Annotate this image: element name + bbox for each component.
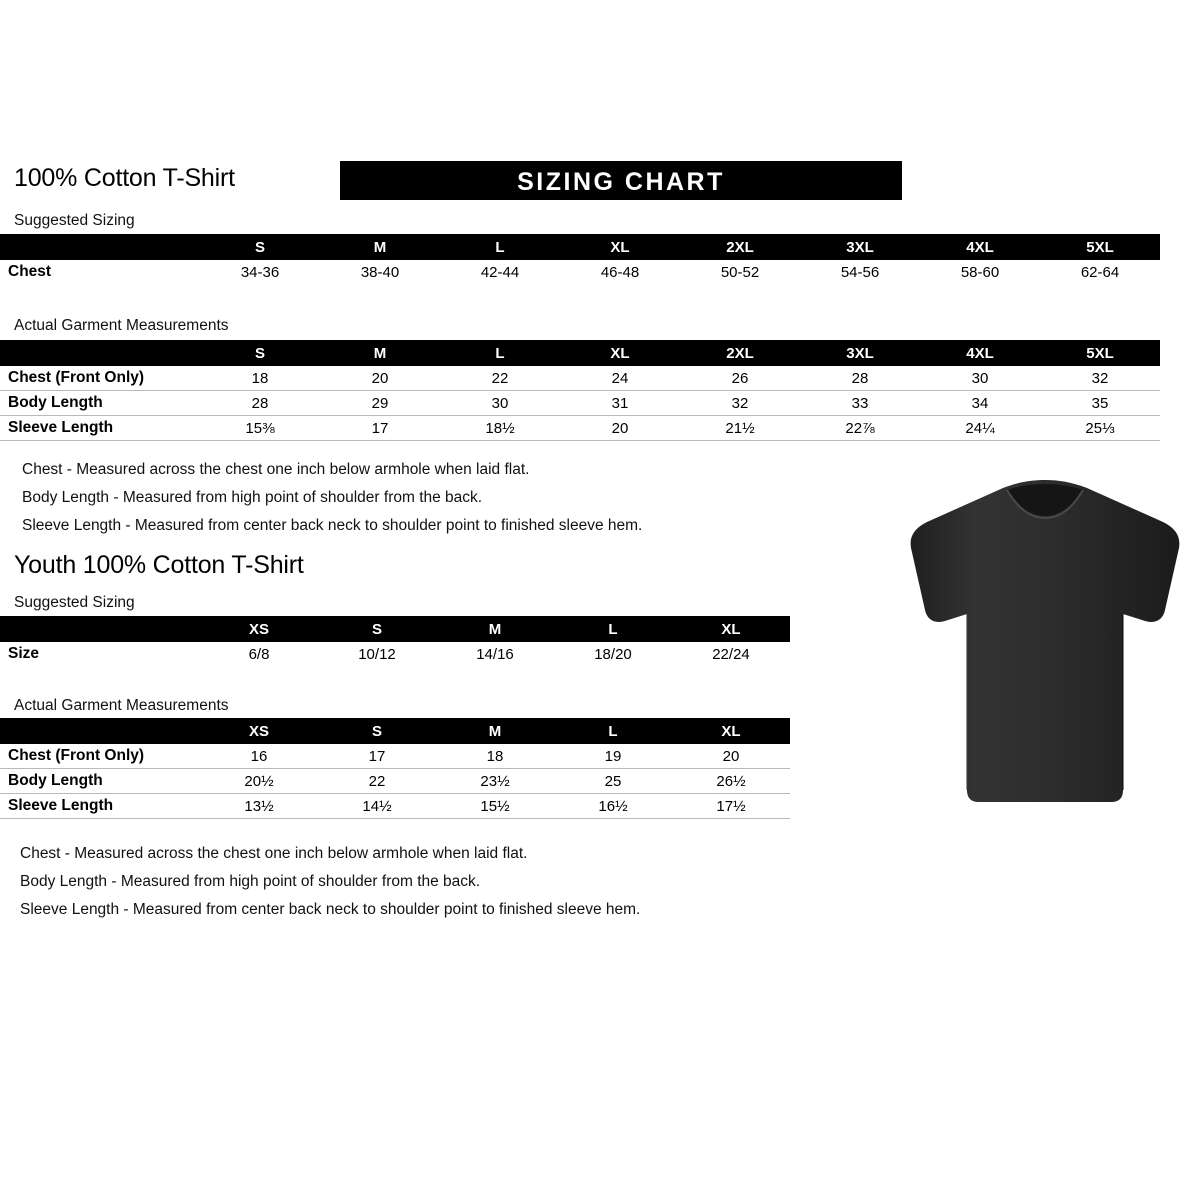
table-row xyxy=(0,744,790,769)
cell-value: 38-40 xyxy=(360,263,400,281)
column-header: 3XL xyxy=(800,340,920,366)
table-row xyxy=(0,260,1160,284)
cell-value: 15⅜ xyxy=(200,416,320,441)
row-label: Chest (Front Only) xyxy=(0,366,200,391)
youth-section-title: Youth 100% Cotton T-Shirt xyxy=(14,551,304,579)
cell-value: 32 xyxy=(1040,366,1160,391)
cell-value: 17½ xyxy=(672,794,790,819)
cell-value: 26 xyxy=(680,366,800,391)
row-label: Chest xyxy=(8,263,52,280)
column-header: S xyxy=(318,718,436,744)
adult-suggested-sizing-label: Suggested Sizing xyxy=(14,212,135,229)
column-header: 5XL xyxy=(1040,234,1160,260)
cell-value: 42-44 xyxy=(480,263,520,281)
cell-value: 22 xyxy=(318,769,436,794)
cell-value: 28 xyxy=(800,366,920,391)
column-header: L xyxy=(440,234,560,260)
cell-value: 22⅞ xyxy=(800,416,920,441)
cell-value: 6/8 xyxy=(248,645,270,663)
cell-value: 24 xyxy=(560,366,680,391)
column-header: S xyxy=(200,340,320,366)
cell-value: 30 xyxy=(920,366,1040,391)
cell-value: 35 xyxy=(1040,391,1160,416)
column-header: L xyxy=(440,340,560,366)
cell-value: 25 xyxy=(554,769,672,794)
cell-value: 20 xyxy=(672,744,790,769)
table-row xyxy=(0,769,790,794)
column-header: XL xyxy=(672,616,790,642)
adult-section-title: 100% Cotton T-Shirt xyxy=(14,164,235,192)
table-header-row xyxy=(0,340,1160,366)
cell-value: 18½ xyxy=(440,416,560,441)
cell-value: 22 xyxy=(440,366,560,391)
column-header: M xyxy=(320,340,440,366)
cell-value: 30 xyxy=(440,391,560,416)
cell-value: 23½ xyxy=(436,769,554,794)
table-row xyxy=(0,391,1160,416)
cell-value: 16½ xyxy=(554,794,672,819)
cell-value: 58-60 xyxy=(960,263,1000,281)
cell-value: 34 xyxy=(920,391,1040,416)
cell-value: 16 xyxy=(200,744,318,769)
column-header: 4XL xyxy=(920,340,1040,366)
row-label: Body Length xyxy=(0,769,200,794)
cell-value: 29 xyxy=(320,391,440,416)
adult-suggested-sizing-table xyxy=(0,234,1160,284)
cell-value: 26½ xyxy=(672,769,790,794)
table-row xyxy=(0,642,790,666)
corner-cell xyxy=(0,340,200,366)
column-header: XL xyxy=(560,234,680,260)
table-row xyxy=(0,366,1160,391)
cell-value: 22/24 xyxy=(712,645,750,663)
column-header: L xyxy=(554,718,672,744)
adult-actual-measurements-table xyxy=(0,340,1160,441)
column-header: M xyxy=(436,616,554,642)
table-row xyxy=(0,794,790,819)
corner-cell xyxy=(0,234,200,260)
youth-note-sleeve-length: Sleeve Length - Measured from center back neck to shoulder point to finished sleeve hem. xyxy=(20,901,641,918)
youth-actual-measurements-label: Actual Garment Measurements xyxy=(14,697,229,714)
adult-note-chest: Chest - Measured across the chest one inch below armhole when laid flat. xyxy=(22,461,530,478)
cell-value: 28 xyxy=(200,391,320,416)
column-header: XL xyxy=(672,718,790,744)
row-label: Body Length xyxy=(0,391,200,416)
column-header: 2XL xyxy=(680,234,800,260)
cell-value: 46-48 xyxy=(600,263,640,281)
youth-suggested-sizing-label: Suggested Sizing xyxy=(14,594,135,611)
cell-value: 15½ xyxy=(436,794,554,819)
corner-cell xyxy=(0,616,200,642)
cell-value: 31 xyxy=(560,391,680,416)
column-header: 2XL xyxy=(680,340,800,366)
cell-value: 19 xyxy=(554,744,672,769)
cell-value: 25⅓ xyxy=(1040,416,1160,441)
sizing-chart-banner xyxy=(340,161,902,200)
sizing-chart-banner-label: SIZING CHART xyxy=(517,168,725,196)
adult-note-body-length: Body Length - Measured from high point of shoulder from the back. xyxy=(22,489,483,506)
youth-note-chest: Chest - Measured across the chest one inch below armhole when laid flat. xyxy=(20,845,528,862)
column-header: XL xyxy=(560,340,680,366)
cell-value: 13½ xyxy=(200,794,318,819)
cell-value: 33 xyxy=(800,391,920,416)
cell-value: 50-52 xyxy=(720,263,760,281)
cell-value: 18 xyxy=(200,366,320,391)
cell-value: 20 xyxy=(320,366,440,391)
column-header: 3XL xyxy=(800,234,920,260)
corner-cell xyxy=(0,718,200,744)
table-header-row xyxy=(0,234,1160,260)
cell-value: 20½ xyxy=(200,769,318,794)
cell-value: 17 xyxy=(320,416,440,441)
cell-value: 14/16 xyxy=(476,645,514,663)
youth-suggested-sizing-table xyxy=(0,616,790,666)
cell-value: 54-56 xyxy=(840,263,880,281)
cell-value: 18 xyxy=(436,744,554,769)
table-row xyxy=(0,416,1160,441)
column-header: XS xyxy=(200,718,318,744)
cell-value: 10/12 xyxy=(358,645,396,663)
cell-value: 34-36 xyxy=(240,263,280,281)
row-label: Sleeve Length xyxy=(0,794,200,819)
table-header-row xyxy=(0,718,790,744)
column-header: 4XL xyxy=(920,234,1040,260)
table-header-row xyxy=(0,616,790,642)
cell-value: 24¼ xyxy=(920,416,1040,441)
cell-value: 62-64 xyxy=(1080,263,1120,281)
t-shirt-icon xyxy=(895,478,1195,808)
youth-actual-measurements-table xyxy=(0,718,790,819)
row-label: Sleeve Length xyxy=(0,416,200,441)
row-label: Chest (Front Only) xyxy=(0,744,200,769)
column-header: S xyxy=(318,616,436,642)
cell-value: 21½ xyxy=(680,416,800,441)
row-label: Size xyxy=(8,645,40,662)
cell-value: 14½ xyxy=(318,794,436,819)
column-header: M xyxy=(436,718,554,744)
column-header: 5XL xyxy=(1040,340,1160,366)
adult-actual-measurements-label: Actual Garment Measurements xyxy=(14,317,229,334)
adult-note-sleeve-length: Sleeve Length - Measured from center back neck to shoulder point to finished sleeve hem. xyxy=(22,517,643,534)
cell-value: 20 xyxy=(560,416,680,441)
column-header: S xyxy=(200,234,320,260)
cell-value: 32 xyxy=(680,391,800,416)
cell-value: 17 xyxy=(318,744,436,769)
column-header: L xyxy=(554,616,672,642)
cell-value: 18/20 xyxy=(594,645,632,663)
column-header: XS xyxy=(200,616,318,642)
column-header: M xyxy=(320,234,440,260)
youth-note-body-length: Body Length - Measured from high point of shoulder from the back. xyxy=(20,873,481,890)
